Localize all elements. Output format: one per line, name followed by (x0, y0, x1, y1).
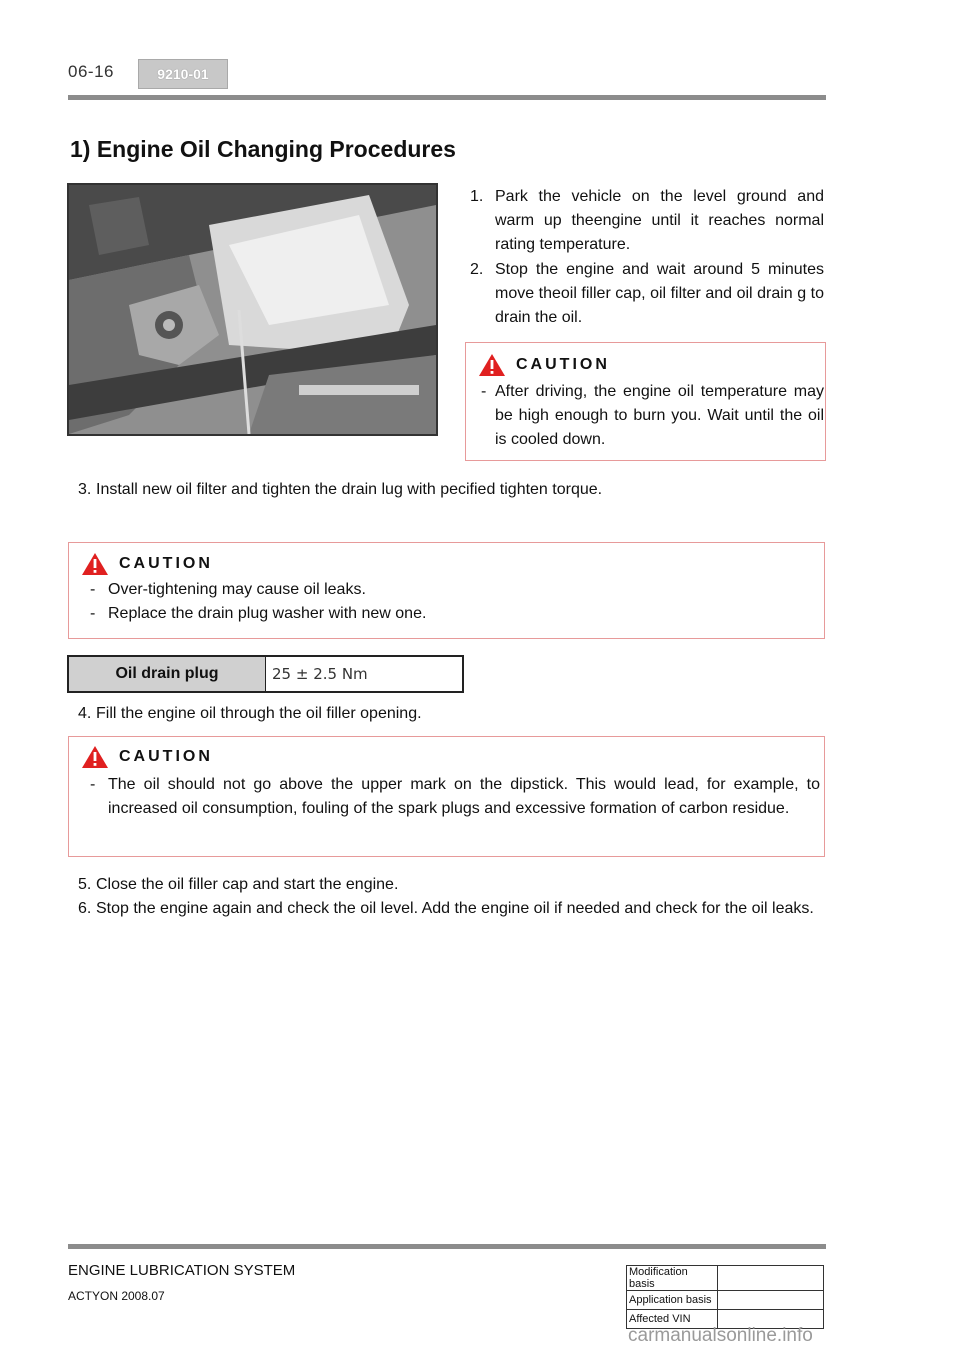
step-number: 6. (78, 900, 92, 917)
caution-label: CAUTION (119, 748, 213, 765)
caution-bullet (481, 380, 824, 452)
step-6 (78, 897, 820, 921)
engine-underside-illustration (69, 185, 436, 434)
step-5 (78, 873, 824, 897)
step-4 (78, 702, 824, 726)
caution-label: CAUTION (516, 356, 610, 373)
step-text: Close the oil filler cap and start the engine. (96, 876, 399, 893)
page-number: 06-16 (68, 62, 114, 81)
step-number: 4. (78, 705, 92, 722)
header-divider (68, 95, 826, 100)
step-2 (470, 258, 824, 330)
caution-box (68, 542, 825, 639)
caution-box (68, 736, 825, 857)
watermark: carmanualsonline.info (628, 1325, 813, 1346)
table-row (627, 1291, 824, 1310)
step-3 (78, 478, 824, 502)
spec-value: 25 ± 2.5 Nm (272, 665, 368, 683)
step-number: 5. (78, 876, 92, 893)
spec-label: Oil drain plug (69, 657, 266, 691)
bullet-dash: - (481, 383, 487, 400)
step-text: Fill the engine oil through the oil filler opening. (96, 705, 422, 722)
bullet-dash: - (90, 776, 96, 793)
step-text: Stop the engine again and check the oil level. Add the engine oil if needed and check for the oil leaks. (96, 900, 814, 917)
step-1 (470, 185, 824, 257)
info-key: Modification basis (627, 1266, 718, 1291)
caution-bullet (90, 602, 820, 626)
step-text: Install new oil filter and tighten the drain lug with pecified tighten torque. (96, 481, 603, 498)
caution-text: The oil should not go above the upper mark on the dipstick. This would lead, for example, to increased oil consumption, fouling of the spark plugs and excessive formation of carbon residue. (108, 776, 820, 817)
step-text: Park the vehicle on the level ground and warm up theengine until it reaches normal rating temperature. (495, 188, 824, 253)
caution-bullet (90, 773, 820, 821)
caution-text: Replace the drain plug washer with new one. (108, 605, 427, 622)
step-number: 3. (78, 481, 92, 498)
revision-info-table (626, 1265, 824, 1329)
warning-triangle-icon (478, 353, 506, 377)
footer-model: ACTYON 2008.07 (68, 1289, 165, 1303)
step-number: 2. (470, 261, 484, 278)
bullet-dash: - (90, 605, 96, 622)
caution-header (81, 745, 213, 769)
step-number: 1. (470, 188, 484, 205)
table-row (627, 1266, 824, 1291)
info-key: Affected VIN (627, 1310, 718, 1329)
caution-text: After driving, the engine oil temperature may be high enough to burn you. Wait until the oil is cooled down. (495, 383, 824, 448)
caution-header (478, 353, 610, 377)
caution-bullet (90, 578, 820, 602)
footer-section-title: ENGINE LUBRICATION SYSTEM (68, 1262, 296, 1279)
step-text: Stop the engine and wait around 5 minutes move theoil filler cap, oil filter and oil drain g to drain the oil. (495, 261, 824, 326)
bullet-dash: - (90, 581, 96, 598)
info-value (718, 1291, 824, 1310)
warning-triangle-icon (81, 745, 109, 769)
engine-oil-drain-photo (67, 183, 438, 436)
torque-spec-table (67, 655, 464, 693)
caution-label: CAUTION (119, 555, 213, 572)
section-code-badge: 9210-01 (138, 59, 228, 89)
page-title: 1) Engine Oil Changing Procedures (70, 136, 456, 162)
caution-header (81, 552, 213, 576)
warning-triangle-icon (81, 552, 109, 576)
footer-divider (68, 1244, 826, 1249)
info-value (718, 1266, 824, 1291)
caution-box (465, 342, 826, 461)
info-key: Application basis (627, 1291, 718, 1310)
caution-text: Over-tightening may cause oil leaks. (108, 581, 366, 598)
